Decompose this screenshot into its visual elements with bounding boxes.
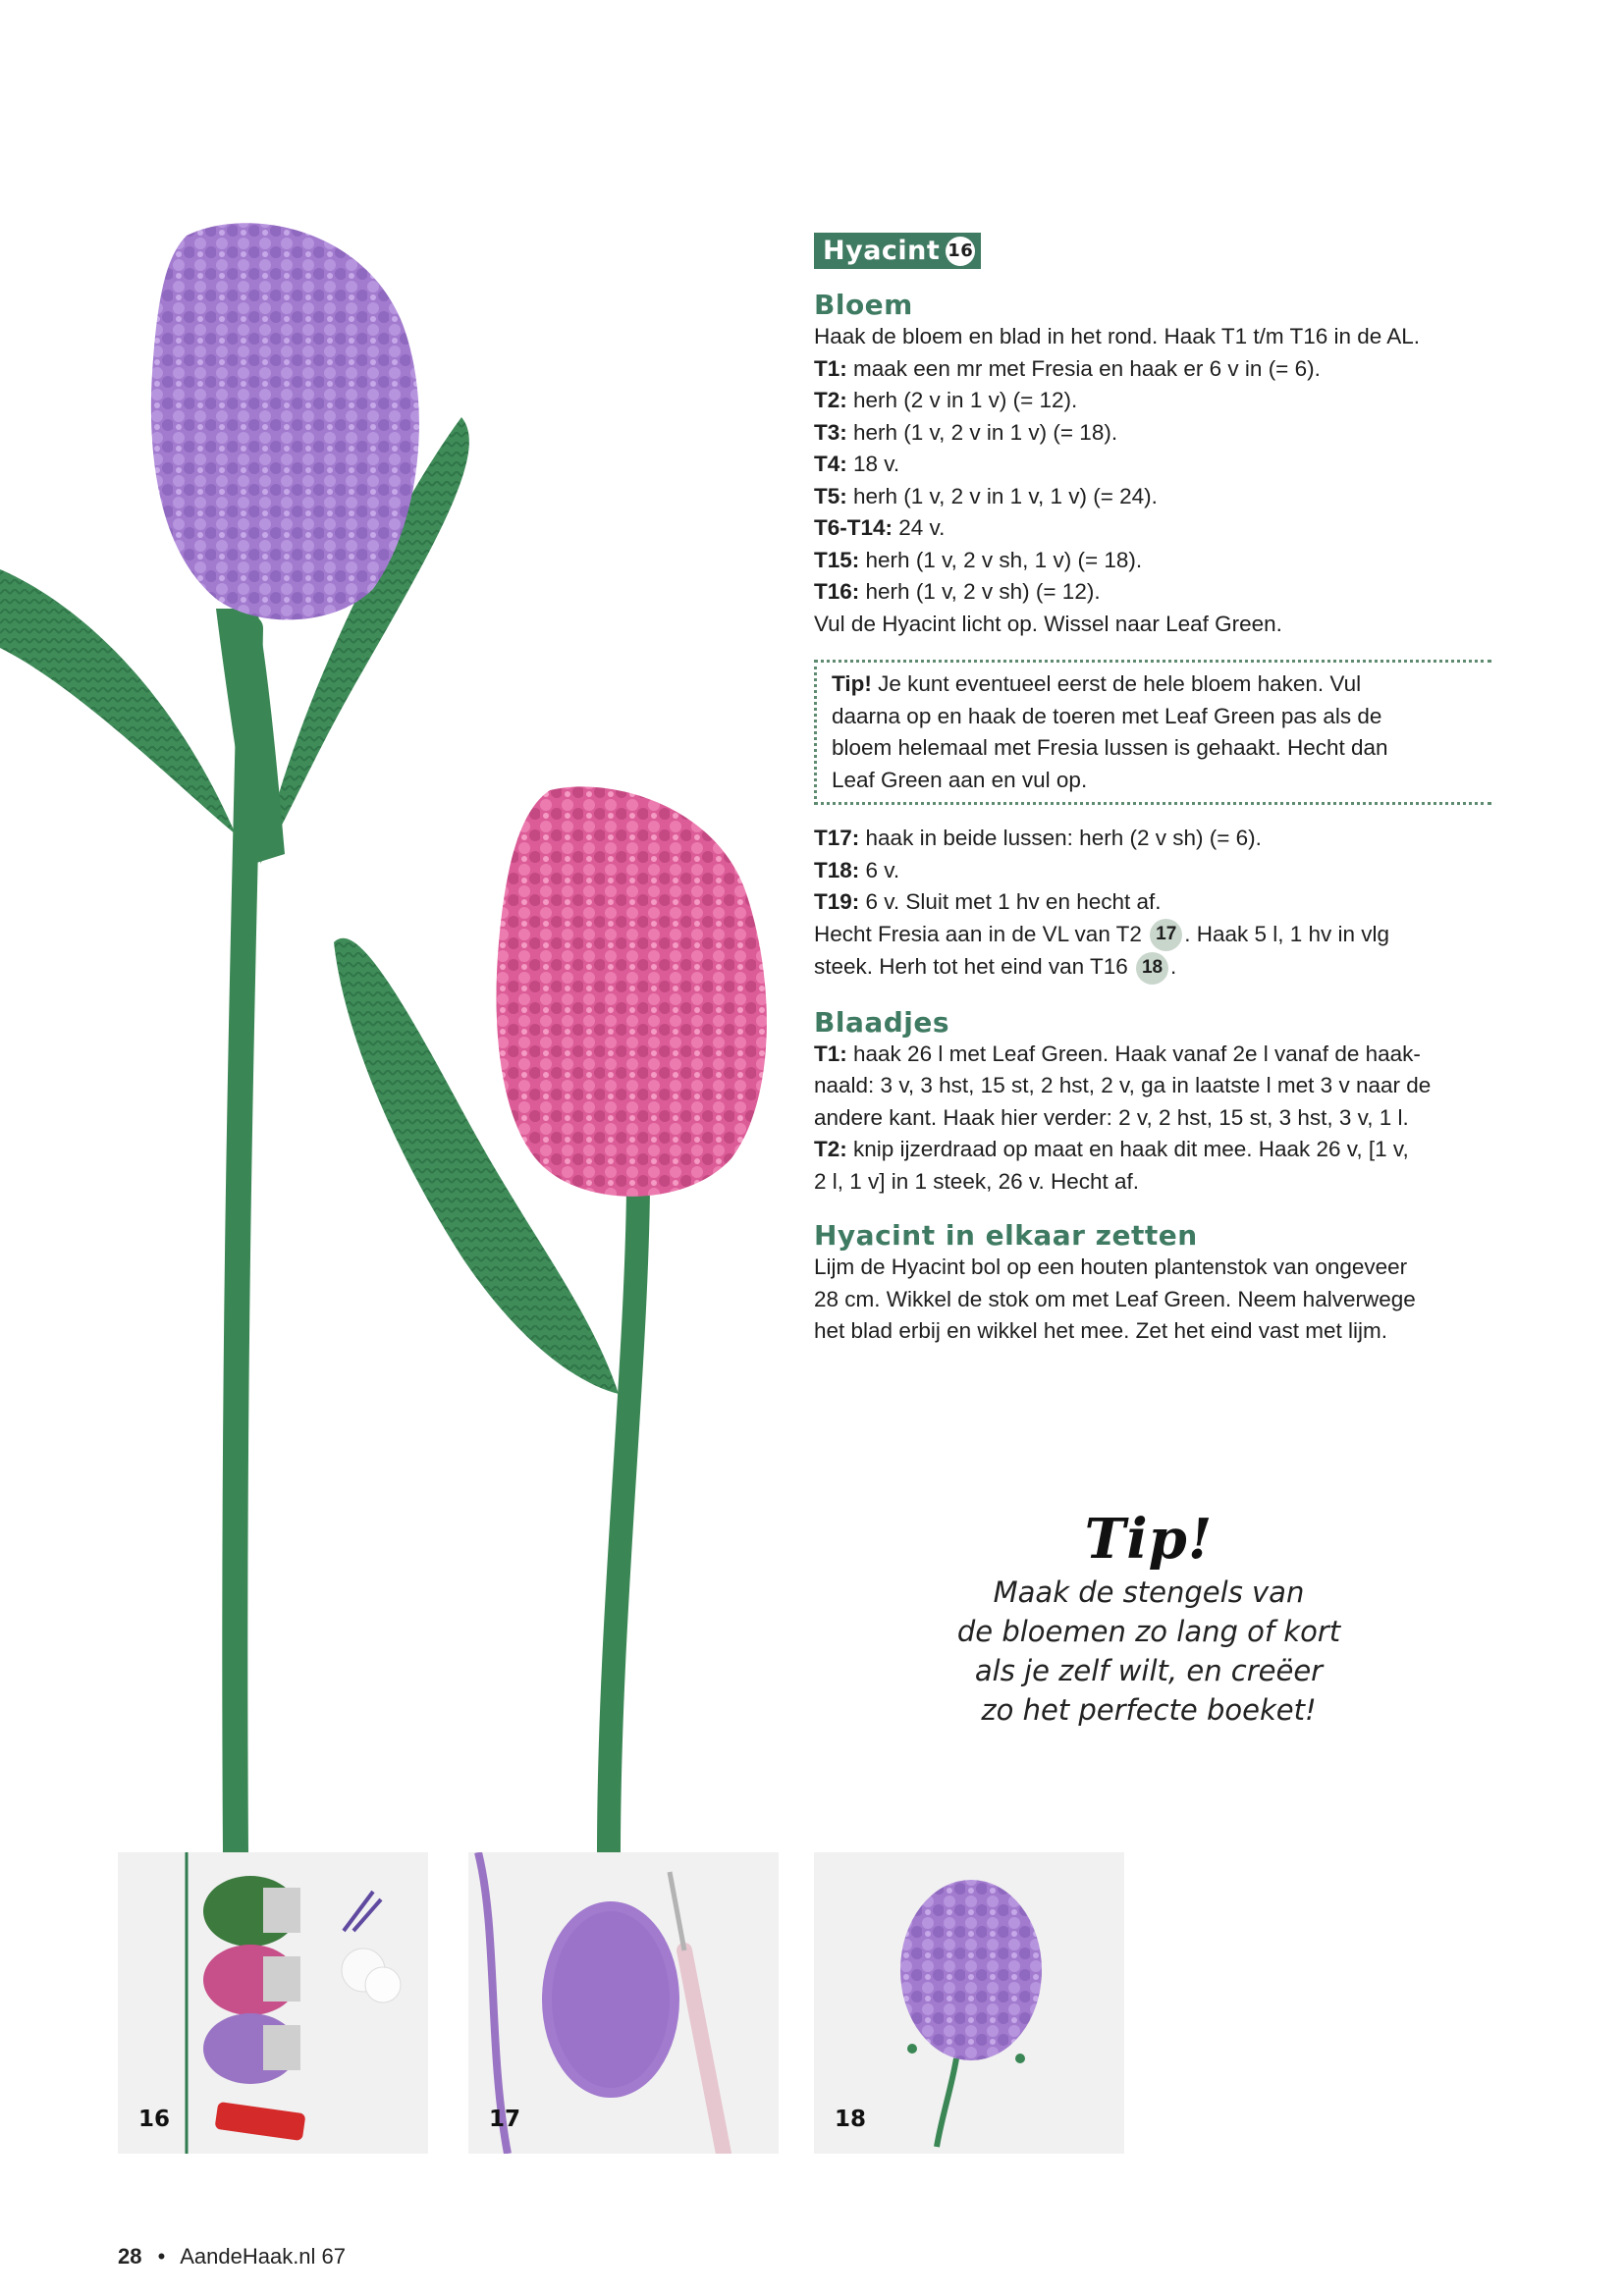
bloem-heading: Bloem xyxy=(814,289,913,321)
section-title: Hyacint xyxy=(823,236,941,266)
bloem-row: T16: herh (1 v, 2 v sh) (= 12). xyxy=(814,579,1101,604)
assemble-heading: Hyacint in elkaar zetten xyxy=(814,1219,1198,1253)
bloem-row: T1: maak een mr met Fresia en haak er 6 v in (= 6). xyxy=(814,355,1321,381)
bloem-fresia-line: Hecht Fresia aan in de VL van T2 17 . Haak 5 l, 1 hv in vlg xyxy=(814,919,1491,952)
step-17-badge: 17 xyxy=(1150,919,1182,951)
pink-stem xyxy=(609,1188,638,1855)
footer-bullet: • xyxy=(157,2244,166,2269)
section-title-tag xyxy=(814,233,981,269)
section-step-badge: 16 xyxy=(946,237,975,266)
magazine-name: AandeHaak.nl 67 xyxy=(180,2244,347,2269)
purple-flower xyxy=(151,223,419,619)
bloem-row: T2: herh (2 v in 1 v) (= 12). xyxy=(814,388,1078,412)
purple-left-leaf xyxy=(0,569,236,834)
tip-box: Tip! Je kunt eventueel eerst de hele bloem haken. Vul daarna op en haak de toeren met Leaf Green pas als de bloem helemaal met Fresia lussen is gehaakt. Hecht dan Leaf Green aan en vul op. xyxy=(814,660,1491,805)
bloem-fresia-line: steek. Herh tot het eind van T16 18 . xyxy=(814,951,1491,985)
tip-box-label: Tip! xyxy=(832,671,872,696)
step-photo-number: 16 xyxy=(138,2107,171,2132)
step-photo-materials xyxy=(118,1852,428,2154)
tip-callout-heading: Tip! xyxy=(1084,1507,1214,1572)
step-18-badge: 18 xyxy=(1136,952,1168,985)
bloem-outro: Vul de Hyacint licht op. Wissel naar Leaf Green. xyxy=(814,611,1282,636)
step-photo-number: 17 xyxy=(489,2107,521,2132)
step-photo-flower xyxy=(814,1852,1124,2154)
bloem-row: T6-T14: 24 v. xyxy=(814,515,946,540)
page-number: 28 xyxy=(118,2244,142,2269)
pattern-column: Hyacint 16 Bloem Haak de bloem en blad in het rond. Haak T1 t/m T16 in de AL. T1: maak een mr met Fresia en haak er 6 v in (= 6). T2: herh (2 v in 1 v) (= 12). T3: herh (1 v, 2 v in 1 v) (= 18). T4: 18 v. T5: herh (1 v, 2 v in 1 v, 1 v) (= 24). T6-T14: 24 v. T15: herh (1 v, 2 v sh, 1 v) (= 18). T16: herh (1 v, 2 v sh) (= 12). Vul de Hyacint licht op. Wissel naar Leaf Green. Tip! Je kunt eventueel eerst de hele bloem haken. Vul daarna op en haak de toeren met Leaf Green pas als de bloem helemaal met Fresia lussen is gehaakt. Hecht dan Leaf Green aan en vul op. T17: haak in beide lussen: herh (2 v sh) (= 6). T18: 6 v. T19: 6 v. Sluit met 1 hv en hecht af. Hecht Fresia aan in de VL van T2 17 . Haak 5 l, 1 hv in vlg steek. Herh tot het eind van T16 18 . Blaadjes T1: haak 26 l met Leaf Green. Haak vanaf 2e l vanaf de haak- naald: 3 v, 3 hst, 15 st, 2 hst, 2 v, ga in laatste l met 3 v naar de andere kant. Haak hier verder: 2 v, 2 hst, 15 st, 3 hst, 3 v, 1 l. T2: knip ijzerdraad op maat en haak dit mee. Haak 26 v, [1 v, 2 l, 1 v] in 1 steek, 26 v. Hecht af. Hyacint in elkaar zetten Lijm de Hyacint bol op een houten plantenstok van ongeveer 28 cm. Wikkel de stok om met Leaf Green. Neem halverwege het blad erbij en wikkel het mee. Zet het eind vast met lijm. xyxy=(814,233,1491,1348)
bloem-row: T4: 18 v. xyxy=(814,452,900,476)
bloem-row: T19: 6 v. Sluit met 1 hv en hecht af. xyxy=(814,889,1162,914)
bloem-row: T5: herh (1 v, 2 v in 1 v, 1 v) (= 24). xyxy=(814,483,1158,508)
bloem-intro: Haak de bloem en blad in het rond. Haak T1 t/m T16 in de AL. xyxy=(814,324,1421,348)
bloem-row: T18: 6 v. xyxy=(814,857,900,882)
pink-flower xyxy=(496,786,766,1197)
step-photo-crochet xyxy=(468,1852,779,2154)
step-photo-number: 18 xyxy=(835,2107,867,2132)
page-footer xyxy=(118,2244,346,2269)
bloem-row: T15: herh (1 v, 2 v sh, 1 v) (= 18). xyxy=(814,547,1143,572)
tip-callout: Tip! Maak de stengels van de bloemen zo lang of kort als je zelf wilt, en creëer zo het perfecte boeket! xyxy=(923,1507,1375,1729)
bloem-row: T3: herh (1 v, 2 v in 1 v) (= 18). xyxy=(814,419,1118,445)
bloem-row: T17: haak in beide lussen: herh (2 v sh) (= 6). xyxy=(814,826,1262,850)
blaadjes-heading: Blaadjes xyxy=(814,1005,950,1039)
